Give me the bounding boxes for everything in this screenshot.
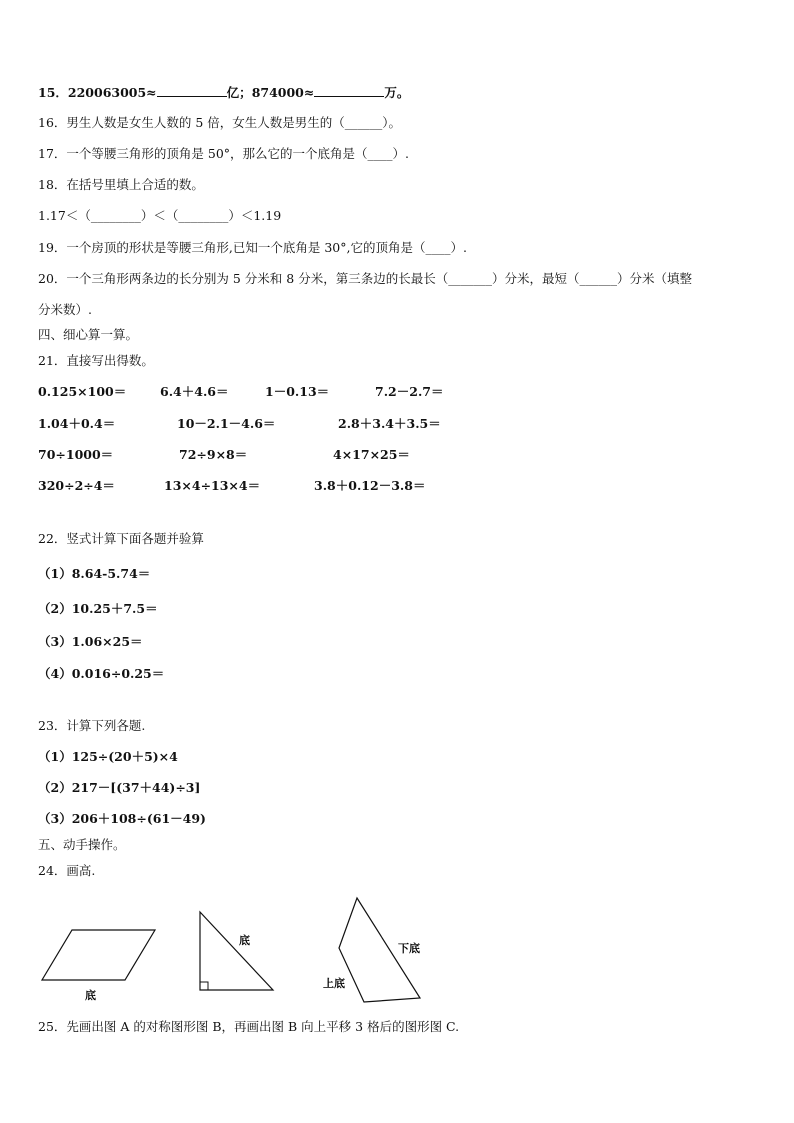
calc-item: 13×4÷13×4＝ xyxy=(164,478,261,493)
trapezoid-bottom-label: 下底 xyxy=(398,942,420,955)
triangle-base-label: 底 xyxy=(239,934,250,947)
q15-number: 15． xyxy=(38,85,68,100)
parallelogram-base-label: 底 xyxy=(85,989,96,1002)
question-20-line1: 20．一个三角形两条边的长分别为 5 分米和 8 分米，第三条边的长最长（_______）分米，最短（______）分米（填整 xyxy=(38,271,692,286)
q15-blank-1[interactable] xyxy=(157,84,227,97)
question-22-title: 22．竖式计算下面各题并验算 xyxy=(38,531,204,546)
question-25: 25．先画出图 A 的对称图形图 B，再画出图 B 向上平移 3 格后的图形图 C. xyxy=(38,1019,460,1034)
parallelogram-shape[interactable] xyxy=(42,930,155,980)
calc-item: 1－0.13＝ xyxy=(265,384,330,399)
q23-item-2: （2）217－[(37＋44)÷3] xyxy=(38,780,201,795)
q23-item-1: （1）125÷(20＋5)×4 xyxy=(38,749,178,764)
q22-item-4: （4）0.016÷0.25＝ xyxy=(38,666,165,681)
q15-part-b: 亿； xyxy=(226,85,252,100)
section-5-heading: 五、动手操作。 xyxy=(38,837,126,852)
q22-item-1: （1）8.64-5.74＝ xyxy=(38,566,151,581)
question-17: 17．一个等腰三角形的顶角是 50°，那么它的一个底角是（____）. xyxy=(38,146,410,161)
calc-item: 4×17×25＝ xyxy=(333,447,410,462)
question-19: 19．一个房顶的形状是等腰三角形,已知一个底角是 30°,它的顶角是（____）. xyxy=(38,240,467,255)
calc-item: 1.04＋0.4＝ xyxy=(38,416,116,431)
question-21-title: 21．直接写出得数。 xyxy=(38,353,154,368)
q22-item-2: （2）10.25＋7.5＝ xyxy=(38,601,158,616)
question-15 xyxy=(38,84,409,101)
right-angle-mark xyxy=(200,982,208,990)
calc-item: 6.4＋4.6＝ xyxy=(160,384,229,399)
calc-item: 320÷2÷4＝ xyxy=(38,478,115,493)
question-23-title: 23．计算下列各题. xyxy=(38,718,146,733)
calc-item: 72÷9×8＝ xyxy=(179,447,248,462)
q23-item-3: （3）206＋108÷(61－49) xyxy=(38,811,206,826)
q15-blank-2[interactable] xyxy=(314,84,384,97)
calc-item: 10－2.1－4.6＝ xyxy=(177,416,276,431)
question-20-line2: 分米数）. xyxy=(38,302,92,317)
q15-part-a: 220063005≈ xyxy=(67,85,157,100)
q22-item-3: （3）1.06×25＝ xyxy=(38,634,143,649)
question-16: 16．男生人数是女生人数的 5 倍，女生人数是男生的（______）。 xyxy=(38,115,402,130)
section-4-heading: 四、细心算一算。 xyxy=(38,327,139,342)
q24-figures xyxy=(0,880,794,1010)
calc-item: 70÷1000＝ xyxy=(38,447,114,462)
calc-item: 0.125×100＝ xyxy=(38,384,127,399)
calc-item: 3.8＋0.12－3.8＝ xyxy=(314,478,426,493)
right-triangle-shape[interactable] xyxy=(200,912,273,990)
q15-part-c: 874000≈ xyxy=(251,85,315,100)
question-24-title: 24．画高. xyxy=(38,863,96,878)
calc-item: 7.2－2.7＝ xyxy=(375,384,444,399)
calc-item: 2.8＋3.4＋3.5＝ xyxy=(338,416,441,431)
question-18-inequality: 1.17＜（________）＜（________）＜1.19 xyxy=(38,208,282,223)
q15-part-d: 万。 xyxy=(384,85,410,100)
trapezoid-top-label: 上底 xyxy=(323,977,345,990)
question-18: 18．在括号里填上合适的数。 xyxy=(38,177,204,192)
